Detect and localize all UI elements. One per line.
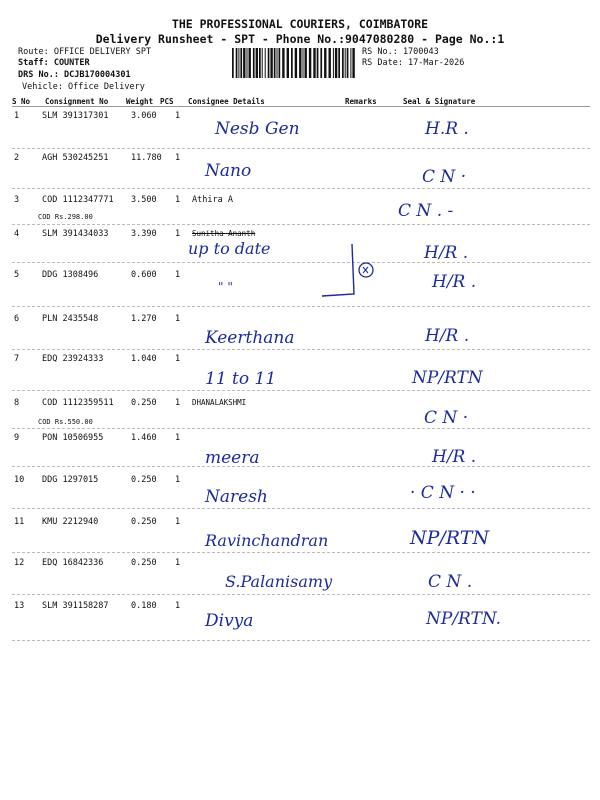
handwritten-signature: · C N · ·	[410, 483, 476, 503]
barcode-bar	[232, 48, 234, 78]
company-title: THE PROFESSIONAL COURIERS, COIMBATORE	[171, 17, 429, 31]
cod-amount: COD Rs.298.00	[38, 213, 93, 221]
vehicle-label: Vehicle: Office Delivery	[22, 82, 145, 92]
row-sno: 6	[14, 314, 20, 324]
barcode-bar	[342, 48, 344, 78]
rs-date: RS Date: 17-Mar-2026	[362, 58, 465, 68]
row-sno: 4	[14, 229, 20, 239]
row-divider	[12, 148, 590, 149]
row-weight: 0.250	[131, 558, 157, 568]
row-weight: 0.250	[131, 398, 157, 408]
row-consignment: PLN 2435548	[42, 314, 99, 324]
row-consignment: EDQ 16842336	[42, 558, 104, 568]
barcode-bar	[345, 48, 346, 78]
barcode	[232, 48, 358, 78]
barcode-bar	[240, 48, 242, 78]
row-weight: 1.270	[131, 314, 157, 324]
handwritten-signature: C N ·	[422, 167, 467, 187]
row-consignment: COD 1112359511	[42, 398, 114, 408]
barcode-bar	[309, 48, 311, 78]
col-sno: S No	[12, 97, 31, 106]
row-weight: 3.060	[131, 111, 157, 121]
row-weight: 1.460	[131, 433, 157, 443]
handwritten-signature: C N . -	[398, 201, 454, 221]
barcode-bar	[282, 48, 284, 78]
row-pcs: 1	[175, 517, 181, 527]
row-divider	[12, 306, 590, 307]
row-weight: 3.390	[131, 229, 157, 239]
row-pcs: 1	[175, 601, 181, 611]
barcode-bar	[247, 48, 248, 78]
row-divider	[12, 349, 590, 350]
row-weight: 0.250	[131, 517, 157, 527]
handwritten-signature: H.R .	[425, 119, 469, 139]
row-sno: 2	[14, 153, 20, 163]
barcode-bar	[243, 48, 245, 78]
row-sno: 12	[14, 558, 25, 568]
barcode-bar	[329, 48, 331, 78]
col-seal-signature: Seal & Signature	[403, 97, 476, 106]
row-consignment: SLM 391158287	[42, 601, 109, 611]
cod-amount: COD Rs.550.00	[38, 418, 93, 426]
barcode-bar	[291, 48, 293, 78]
barcode-bar	[287, 48, 289, 78]
row-pcs: 1	[175, 270, 181, 280]
handwritten-ditto: " "	[218, 280, 233, 294]
row-weight: 0.180	[131, 601, 157, 611]
row-divider	[12, 552, 590, 553]
handwritten-signature: H/R .	[424, 243, 469, 263]
row-sno: 8	[14, 398, 20, 408]
row-consignment: DDG 1308496	[42, 270, 99, 280]
barcode-bar	[262, 48, 263, 78]
row-consignee-name: DHANALAKSHMI	[192, 398, 247, 407]
barcode-bar	[313, 48, 315, 78]
barcode-bar	[274, 48, 276, 78]
row-divider	[12, 262, 590, 263]
row-consignment: COD 1112347771	[42, 195, 114, 205]
row-consignment: DDG 1297015	[42, 475, 99, 485]
row-pcs: 1	[175, 354, 181, 364]
handwritten-name: meera	[205, 448, 260, 468]
barcode-bar	[277, 48, 278, 78]
row-pcs: 1	[175, 558, 181, 568]
row-sno: 11	[14, 517, 25, 527]
barcode-bar	[352, 48, 354, 78]
handwritten-note: up to date	[188, 239, 271, 258]
barcode-bar	[236, 48, 238, 78]
handwritten-signature: NP/RTN	[412, 368, 483, 388]
col-consignment: Consignment No	[45, 97, 109, 106]
handwritten-name: Ravinchandran	[205, 531, 329, 550]
rs-number: RS No.: 1700043	[362, 47, 439, 57]
handwritten-name: Nesb Gen	[215, 119, 300, 139]
row-divider	[12, 508, 590, 509]
row-divider	[12, 466, 590, 467]
row-consignee-name: Athira A	[192, 195, 233, 205]
handwritten-name: Divya	[205, 611, 254, 631]
col-consignee: Consignee Details	[188, 97, 265, 106]
barcode-bar	[350, 48, 351, 78]
handwritten-name: Naresh	[205, 487, 268, 507]
bracket-mark	[318, 240, 378, 302]
barcode-bar	[335, 48, 337, 78]
route-label: Route: OFFICE DELIVERY SPT	[18, 47, 152, 57]
row-divider	[12, 594, 590, 595]
barcode-bar	[253, 48, 255, 78]
row-weight: 1.040	[131, 354, 157, 364]
barcode-bar	[249, 48, 251, 78]
handwritten-name: Keerthana	[205, 328, 295, 348]
row-pcs: 1	[175, 433, 181, 443]
row-sno: 1	[14, 111, 20, 121]
barcode-bar	[324, 48, 326, 78]
row-weight: 3.500	[131, 195, 157, 205]
barcode-bar	[270, 48, 272, 78]
barcode-bar	[299, 48, 301, 78]
row-pcs: 1	[175, 475, 181, 485]
barcode-bar	[265, 48, 266, 78]
row-divider	[12, 390, 590, 391]
handwritten-signature: H/R .	[432, 272, 477, 292]
handwritten-name: S.Palanisamy	[225, 572, 333, 591]
barcode-bar	[295, 48, 297, 78]
row-pcs: 1	[175, 195, 181, 205]
handwritten-signature: C N .	[428, 572, 473, 592]
row-consignment: AGH 530245251	[42, 153, 109, 163]
row-pcs: 1	[175, 314, 181, 324]
handwritten-signature: C N ·	[424, 408, 469, 428]
row-divider	[12, 224, 590, 225]
row-consignment: KMU 2212940	[42, 517, 99, 527]
row-pcs: 1	[175, 398, 181, 408]
row-consignment: PON 10506955	[42, 433, 104, 443]
barcode-bar	[338, 48, 340, 78]
row-sno: 9	[14, 433, 20, 443]
row-sno: 13	[14, 601, 25, 611]
col-weight: Weight	[126, 97, 154, 106]
row-pcs: 1	[175, 111, 181, 121]
row-weight: 11.780	[131, 153, 162, 163]
row-consignment: EDQ 23924333	[42, 354, 104, 364]
staff-label: Staff: COUNTER	[18, 58, 90, 68]
row-weight: 0.600	[131, 270, 157, 280]
barcode-bar	[320, 48, 322, 78]
row-pcs: 1	[175, 153, 181, 163]
row-divider	[12, 428, 590, 429]
header-divider	[12, 106, 590, 107]
handwritten-name: Nano	[205, 161, 252, 181]
row-consignment: SLM 391434033	[42, 229, 109, 239]
barcode-bar	[259, 48, 261, 78]
barcode-bar	[238, 48, 239, 78]
barcode-bar	[305, 48, 307, 78]
handwritten-name: 11 to 11	[205, 369, 277, 389]
drs-number: DRS No.: DCJB170004301	[18, 70, 131, 80]
row-sno: 3	[14, 195, 20, 205]
col-remarks: Remarks	[345, 97, 377, 106]
handwritten-signature: NP/RTN.	[426, 609, 502, 629]
row-sno: 10	[14, 475, 25, 485]
handwritten-signature: H/R .	[425, 326, 470, 346]
barcode-bar	[268, 48, 270, 78]
row-sno: 5	[14, 270, 20, 280]
barcode-bar	[333, 48, 334, 78]
barcode-bar	[279, 48, 281, 78]
row-divider	[12, 640, 590, 641]
row-sno: 7	[14, 354, 20, 364]
row-weight: 0.250	[131, 475, 157, 485]
handwritten-signature: NP/RTN	[410, 527, 490, 549]
row-consignment: SLM 391317301	[42, 111, 109, 121]
barcode-bar	[347, 48, 349, 78]
runsheet-subtitle: Delivery Runsheet - SPT - Phone No.:9047080280 - Page No.:1	[95, 32, 505, 46]
barcode-bar	[256, 48, 258, 78]
row-pcs: 1	[175, 229, 181, 239]
row-consignee-name: Sunitha Ananth	[192, 229, 256, 238]
barcode-bar	[317, 48, 319, 78]
col-pcs: PCS	[160, 97, 174, 106]
row-divider	[12, 188, 590, 189]
handwritten-signature: H/R .	[432, 447, 477, 467]
barcode-bar	[303, 48, 304, 78]
